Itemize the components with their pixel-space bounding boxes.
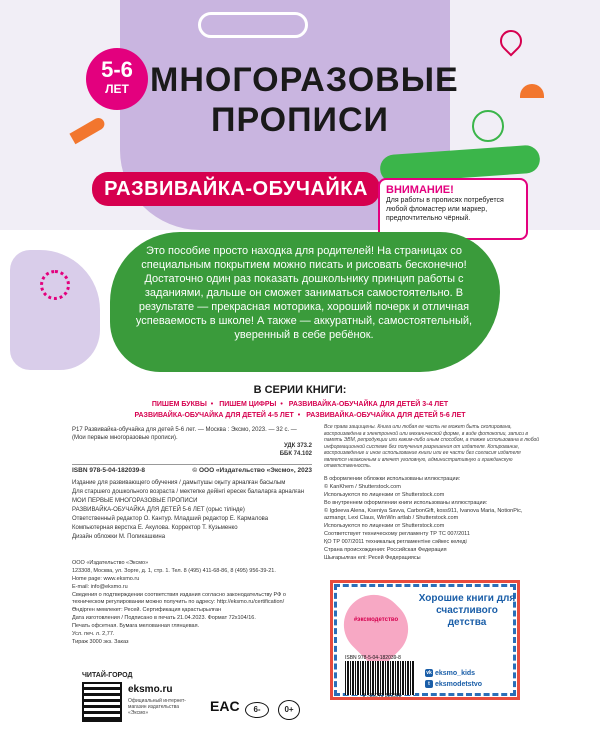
isbn-line xyxy=(72,464,312,475)
publisher-line: 123308, Москва, ул. Зорге, д. 1, стр. 1. Тел. 8 (495) 411-68-86, 8 (495) 956-39-21. xyxy=(72,568,276,574)
credit-line: Во внутреннем оформлении книги использованы иллюстрации: xyxy=(324,500,488,506)
copyright: © ООО «Издательство «Эксмо», 2023 xyxy=(192,467,312,474)
biblio-line: Компьютерная верстка Е. Акулова. Корректор Т. Кузьменко xyxy=(72,525,238,531)
publisher-line: Дата изготовления / Подписано в печать 21.04.2023. Формат 72x104/16. xyxy=(72,615,256,621)
credit-line: Используются по лицензии от Shutterstock.com xyxy=(324,523,445,529)
series-row-1: ПИШЕМ БУКВЫ • ПИШЕМ ЦИФРЫ • РАЗВИВАЙКА-ОБУЧАЙКА ДЛЯ ДЕТЕЙ 3-4 ЛЕТ xyxy=(151,401,449,408)
series-item: РАЗВИВАЙКА-ОБУЧАЙКА ДЛЯ ДЕТЕЙ 5-6 ЛЕТ xyxy=(306,412,466,419)
intro-text: Это пособие просто находка для родителей! На страницах со специальным покрытием можно писать и рисовать бесконечно! Достаточно один раз показать дошкольнику принцип работы с заданиями, дальше он сможет заниматься самостоятельно. В результате — прекрасная моторика, хороший почерк и отличная успеваемость в школе! А также — аккуратный, самостоятельный, уверенный в себе ребёнок. xyxy=(135,245,473,341)
biblio-line: Издание для развивающего обучения / дамытушы оқыту арналған басылым xyxy=(72,480,286,486)
illustration-credits xyxy=(324,476,540,563)
credit-line: Шығарылған елі: Ресей Федерациясы xyxy=(324,555,421,561)
isbn: ISBN 978-5-04-182039-8 xyxy=(72,467,145,474)
biblio-line: Ответственный редактор О. Кантур. Младший редактор Е. Кармалова xyxy=(72,516,269,522)
book-title xyxy=(150,60,459,140)
credit-line: Страна происхождения: Российская Федерация xyxy=(324,547,447,553)
copyright-note: Все права защищены. Книга или любая ее часть не может быть скопирована, воспроизведена в электронной или механической форме, в виде фотокопии, записи в память ЭВМ, репродукции или каким-либо иным способом, а также использована в любой информационной системе без получения разрешения от издателя. Копирование, воспроизведение и иное использование книги или ее части без согласия издателя является незаконным и влечет уголовную, административную и гражданскую ответственность. xyxy=(324,424,540,469)
eac-mark: EAC xyxy=(210,698,240,714)
series-item: ПИШЕМ ЦИФРЫ xyxy=(219,401,277,408)
barcode-isbn: ISBN 978-5-04-182039-8 xyxy=(345,655,401,661)
stamp-card xyxy=(330,580,520,700)
warning-text: Для работы в прописях потребуется любой фломастер или маркер, предпочтительно чёрный. xyxy=(386,197,504,222)
stamp-title: Хорошие книги для счастливого детства xyxy=(418,593,516,628)
age-badge xyxy=(86,48,148,110)
warning-title: ВНИМАНИЕ! xyxy=(386,184,454,196)
series-list xyxy=(60,384,540,421)
social-links xyxy=(425,669,515,691)
series-row-2: РАЗВИВАЙКА-ОБУЧАЙКА ДЛЯ ДЕТЕЙ 4-5 ЛЕТ • РАЗВИВАЙКА-ОБУЧАЙКА ДЛЯ ДЕТЕЙ 5-6 ЛЕТ xyxy=(134,412,466,419)
social-handle: eksmodetstvo xyxy=(435,680,483,688)
age-mark-6: 6- xyxy=(245,702,269,718)
lilac-decoration xyxy=(10,250,100,370)
publisher-line: Өндірген мемлекет: Ресей. Сертификация қарастырылған xyxy=(72,607,222,613)
publisher-line: ООО «Издательство «Эксмо» xyxy=(72,560,149,566)
age-unit: ЛЕТ xyxy=(105,82,129,96)
social-vk xyxy=(425,669,515,677)
title-line-2: ПРОПИСИ xyxy=(211,101,389,139)
heart-label: #эксмодетство xyxy=(353,617,399,623)
credit-line: Используются по лицензии от Shutterstock.com xyxy=(324,492,445,498)
social-tg xyxy=(425,680,515,688)
age-mark-0: 0+ xyxy=(278,700,300,720)
series-item: РАЗВИВАЙКА-ОБУЧАЙКА ДЛЯ ДЕТЕЙ 3-4 ЛЕТ xyxy=(288,401,449,408)
biblio-code: Р17 xyxy=(72,427,83,433)
publisher-info xyxy=(72,560,312,647)
qr-code-icon xyxy=(82,682,122,722)
series-item: РАЗВИВАЙКА-ОБУЧАЙКА ДЛЯ ДЕТЕЙ 4-5 ЛЕТ xyxy=(134,412,294,419)
snail-icon xyxy=(472,110,504,142)
publisher-line: Тираж 3000 экз. Заказ xyxy=(72,639,129,645)
credit-line: ҚО ТР 007/2011 техникалық регламентіне сәйкес келеді xyxy=(324,539,467,545)
publisher-line: Усл. печ. л. 2,77. xyxy=(72,631,115,637)
bbk: ББК 74.102 xyxy=(279,451,312,457)
biblio-line: Дизайн обложки М. Поликашкина xyxy=(72,534,166,540)
series-title: В СЕРИИ КНИГИ: xyxy=(253,384,347,396)
biblio-details xyxy=(72,479,312,541)
barcode-digits: 9 785041 820398 xyxy=(362,693,402,699)
title-line-1: МНОГОРАЗОВЫЕ xyxy=(150,61,459,99)
warning-box xyxy=(378,178,528,240)
publisher-line: E-mail: info@eksmo.ru xyxy=(72,584,128,590)
credit-line: © Igdeeva Alena, Kseniya Savva, CarbonGift, koss911, Ivanova Maria, NotionPic, azmangr, Lexi Claus, WinWin artlab / Shutterstock.com xyxy=(324,508,523,521)
chitai-gorod-logo: ЧИТАЙ-ГОРОД xyxy=(82,672,133,679)
credit-line: Соответствует техническому регламенту ТР ТС 007/2011 xyxy=(324,531,470,537)
dotted-circle-icon xyxy=(40,270,70,300)
series-item: ПИШЕМ БУКВЫ xyxy=(151,401,207,408)
biblio-main: Развивайка-обучайка для детей 5-6 лет. — Москва : Эксмо, 2023. — 32 с. — (Мои первые многоразовые прописи). xyxy=(72,427,297,441)
credit-line: В оформлении обложки использованы иллюстрации: xyxy=(324,476,461,482)
biblio-line: РАЗВИВАЙКА-ОБУЧАЙКА ДЛЯ ДЕТЕЙ 5-6 ЛЕТ (орыс тілінде) xyxy=(72,507,245,513)
eksmo-site-note: Официальный интернет-магазин издательства «Эксмо» xyxy=(128,698,186,716)
biblio-line: МОИ ПЕРВЫЕ МНОГОРАЗОВЫЕ ПРОПИСИ xyxy=(72,498,198,504)
biblio-line: Для старшего дошкольного возраста / мектепке дейінгі ересек балаларға арналған xyxy=(72,489,305,495)
eksmo-site: eksmo.ru xyxy=(128,684,173,695)
udk: УДК 373.2 xyxy=(283,443,312,449)
bibliographic-block xyxy=(72,424,312,542)
publisher-line: Сведения о подтверждении соответствия издания согласно законодательству РФ о техническом регулировании можно получить по адресу: http://eksmo.ru/certification/ xyxy=(72,592,286,605)
social-handle: eksmo_kids xyxy=(435,669,476,677)
publisher-line: Home page: www.eksmo.ru xyxy=(72,576,140,582)
credit-line: © KanKhem / Shutterstock.com xyxy=(324,484,401,490)
publisher-line: Печать офсетная. Бумага мелованная глянцевая. xyxy=(72,623,200,629)
telegram-icon: t xyxy=(425,680,433,688)
worm-decoration-icon xyxy=(198,12,308,38)
barcode-icon xyxy=(345,661,415,695)
series-banner: РАЗВИВАЙКА-ОБУЧАЙКА xyxy=(92,172,380,206)
age-number: 5-6 xyxy=(101,57,133,82)
vk-icon: vk xyxy=(426,670,432,676)
